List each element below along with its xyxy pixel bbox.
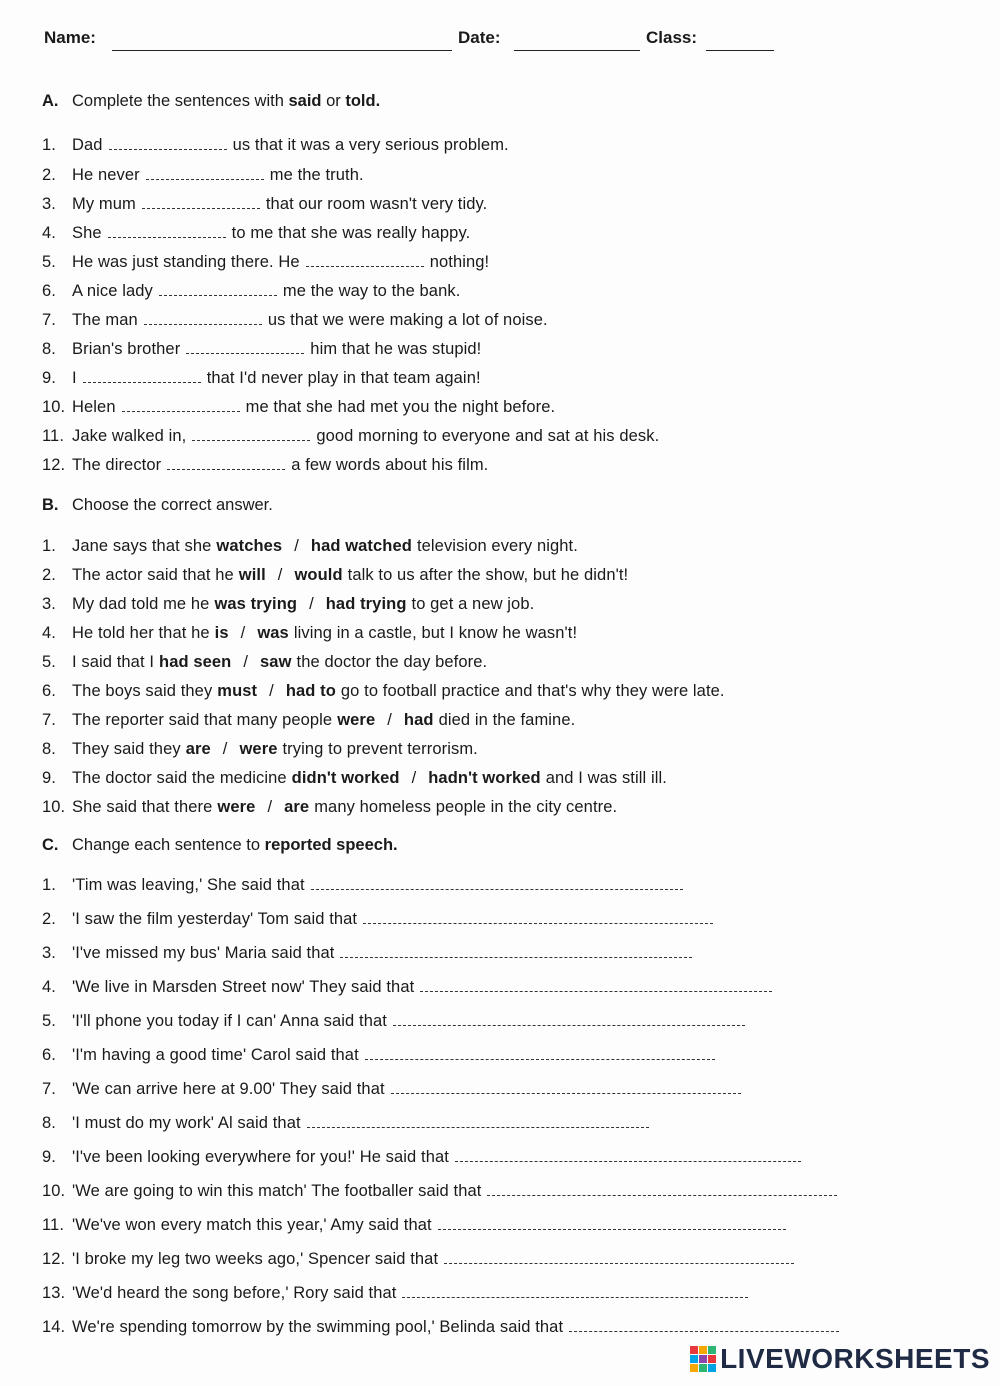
item-text-before: He told her that he bbox=[72, 624, 210, 642]
answer-blank[interactable] bbox=[144, 312, 262, 325]
item-number: 1. bbox=[42, 876, 56, 894]
section-a-item bbox=[42, 195, 487, 214]
option-separator: / bbox=[267, 798, 273, 816]
item-text-after: trying to prevent terrorism. bbox=[282, 740, 478, 758]
item-number: 1. bbox=[42, 537, 56, 555]
name-label: Name: bbox=[44, 28, 96, 47]
section-c-item bbox=[42, 1182, 843, 1201]
item-text-before: My mum bbox=[72, 195, 136, 213]
item-prompt: 'I broke my leg two weeks ago,' Spencer said that bbox=[72, 1250, 439, 1268]
logo-square bbox=[708, 1346, 716, 1354]
date-label: Date: bbox=[458, 28, 501, 47]
option-1[interactable]: were bbox=[337, 711, 376, 729]
answer-blank[interactable] bbox=[306, 254, 424, 267]
item-text-after: many homeless people in the city centre. bbox=[314, 798, 618, 816]
item-text-after: good morning to everyone and sat at his desk. bbox=[316, 427, 660, 445]
answer-line[interactable] bbox=[363, 911, 713, 924]
section-c-title: C. Change each sentence to reported speech. bbox=[42, 836, 398, 854]
option-2[interactable]: had bbox=[403, 711, 434, 729]
section-a-item bbox=[42, 136, 509, 155]
name-field[interactable] bbox=[112, 50, 452, 51]
answer-line[interactable] bbox=[420, 979, 772, 992]
option-2[interactable]: would bbox=[294, 566, 343, 584]
section-a-item bbox=[42, 282, 460, 301]
item-number: 4. bbox=[42, 978, 56, 996]
item-number: 2. bbox=[42, 910, 56, 928]
option-1[interactable]: is bbox=[214, 624, 229, 642]
logo-square bbox=[708, 1355, 716, 1363]
answer-line[interactable] bbox=[455, 1149, 801, 1162]
item-prompt: 'I saw the film yesterday' Tom said that bbox=[72, 910, 358, 928]
item-text-before: The director bbox=[72, 456, 162, 474]
option-separator: / bbox=[277, 566, 283, 584]
item-text-before: He was just standing there. He bbox=[72, 253, 300, 271]
item-text-before: I bbox=[72, 369, 77, 387]
logo-square bbox=[699, 1346, 707, 1354]
item-number: 12. bbox=[42, 1250, 66, 1268]
answer-line[interactable] bbox=[402, 1285, 748, 1298]
item-number: 2. bbox=[42, 566, 56, 584]
item-number: 1. bbox=[42, 136, 56, 154]
class-label: Class: bbox=[646, 28, 698, 47]
section-c-item bbox=[42, 1148, 807, 1167]
answer-line[interactable] bbox=[393, 1013, 745, 1026]
option-separator: / bbox=[243, 653, 249, 671]
item-text-before: My dad told me he bbox=[72, 595, 210, 613]
item-text-after: me the truth. bbox=[269, 166, 364, 184]
item-number: 6. bbox=[42, 682, 56, 700]
section-c-item bbox=[42, 1318, 845, 1337]
item-prompt: 'I'll phone you today if I can' Anna said that bbox=[72, 1012, 387, 1030]
section-c-item bbox=[42, 1080, 747, 1099]
item-number: 7. bbox=[42, 711, 56, 729]
item-text-before: The reporter said that many people bbox=[72, 711, 333, 729]
item-text-after: to get a new job. bbox=[411, 595, 535, 613]
item-text-after: and I was still ill. bbox=[545, 769, 667, 787]
option-1[interactable]: were bbox=[217, 798, 256, 816]
section-b-item bbox=[42, 624, 577, 643]
item-text-after: me the way to the bank. bbox=[282, 282, 461, 300]
section-a-item bbox=[42, 224, 470, 243]
option-2[interactable]: was bbox=[257, 624, 289, 642]
answer-blank[interactable] bbox=[109, 137, 227, 150]
item-text-before: A nice lady bbox=[72, 282, 153, 300]
logo-square bbox=[699, 1364, 707, 1372]
item-number: 2. bbox=[42, 166, 56, 184]
option-2[interactable]: had to bbox=[285, 682, 336, 700]
item-number: 5. bbox=[42, 253, 56, 271]
answer-blank[interactable] bbox=[192, 428, 310, 441]
answer-line[interactable] bbox=[307, 1115, 649, 1128]
logo-square bbox=[699, 1355, 707, 1363]
answer-line[interactable] bbox=[438, 1217, 786, 1230]
item-prompt: 'I've missed my bus' Maria said that bbox=[72, 944, 335, 962]
item-text-before: Dad bbox=[72, 136, 103, 154]
item-prompt: 'We can arrive here at 9.00' They said that bbox=[72, 1080, 385, 1098]
section-c-item bbox=[42, 876, 689, 895]
item-number: 3. bbox=[42, 195, 56, 213]
item-text-after: go to football practice and that's why they were late. bbox=[340, 682, 725, 700]
item-text-after: the doctor the day before. bbox=[296, 653, 488, 671]
answer-blank[interactable] bbox=[142, 196, 260, 209]
section-b-item bbox=[42, 682, 725, 701]
logo-square bbox=[690, 1364, 698, 1372]
item-number: 13. bbox=[42, 1284, 66, 1302]
answer-blank[interactable] bbox=[186, 341, 304, 354]
section-b-item bbox=[42, 653, 487, 672]
item-number: 9. bbox=[42, 769, 56, 787]
item-number: 4. bbox=[42, 624, 56, 642]
option-1[interactable]: didn't worked bbox=[291, 769, 400, 787]
item-number: 6. bbox=[42, 282, 56, 300]
section-b-item bbox=[42, 711, 575, 730]
answer-blank[interactable] bbox=[167, 457, 285, 470]
option-1[interactable]: was trying bbox=[214, 595, 298, 613]
logo-grid-icon bbox=[690, 1346, 716, 1372]
item-number: 6. bbox=[42, 1046, 56, 1064]
answer-blank[interactable] bbox=[159, 283, 277, 296]
option-separator: / bbox=[387, 711, 392, 729]
option-1[interactable]: are bbox=[185, 740, 211, 758]
logo-square bbox=[708, 1364, 716, 1372]
answer-blank[interactable] bbox=[146, 167, 264, 180]
answer-blank[interactable] bbox=[108, 225, 226, 238]
item-number: 12. bbox=[42, 456, 66, 474]
item-text-before: Brian's brother bbox=[72, 340, 181, 358]
section-c-item bbox=[42, 1114, 655, 1133]
item-number: 11. bbox=[42, 427, 65, 445]
answer-line[interactable] bbox=[340, 945, 692, 958]
item-text-after: died in the famine. bbox=[438, 711, 576, 729]
option-separator: / bbox=[240, 624, 246, 642]
option-2[interactable]: were bbox=[239, 740, 278, 758]
item-number: 4. bbox=[42, 224, 56, 242]
item-text-after: that our room wasn't very tidy. bbox=[265, 195, 488, 213]
item-text-before: They said they bbox=[72, 740, 181, 758]
item-number: 11. bbox=[42, 1216, 65, 1234]
section-a-item bbox=[42, 311, 548, 330]
answer-line[interactable] bbox=[487, 1183, 837, 1196]
section-c-item bbox=[42, 1046, 721, 1065]
section-c-item bbox=[42, 944, 698, 963]
section-b-title: B. Choose the correct answer. bbox=[42, 496, 273, 514]
item-number: 3. bbox=[42, 944, 56, 962]
section-a-item bbox=[42, 456, 488, 475]
option-1[interactable]: must bbox=[217, 682, 258, 700]
section-a-item bbox=[42, 253, 489, 272]
date-field[interactable] bbox=[514, 50, 640, 51]
item-text-after: talk to us after the show, but he didn't! bbox=[347, 566, 629, 584]
item-number: 7. bbox=[42, 311, 56, 329]
section-a-item bbox=[42, 398, 555, 417]
item-prompt: We're spending tomorrow by the swimming pool,' Belinda said that bbox=[72, 1318, 564, 1336]
item-text-after: nothing! bbox=[429, 253, 490, 271]
option-1[interactable]: will bbox=[238, 566, 266, 584]
item-text-before: The man bbox=[72, 311, 138, 329]
option-1[interactable]: had seen bbox=[159, 653, 232, 671]
item-text-before: He never bbox=[72, 166, 140, 184]
section-b-item bbox=[42, 740, 478, 759]
answer-line[interactable] bbox=[311, 877, 683, 890]
item-prompt: 'We live in Marsden Street now' They said that bbox=[72, 978, 415, 996]
section-c-item bbox=[42, 1250, 800, 1269]
section-b-item bbox=[42, 769, 667, 788]
item-text-after: a few words about his film. bbox=[291, 456, 489, 474]
section-c-item bbox=[42, 1012, 751, 1031]
item-text-after: us that we were making a lot of noise. bbox=[267, 311, 548, 329]
section-c-item bbox=[42, 1216, 792, 1235]
item-text-after: me that she had met you the night before. bbox=[245, 398, 556, 416]
item-number: 7. bbox=[42, 1080, 56, 1098]
answer-line[interactable] bbox=[569, 1319, 839, 1332]
item-number: 8. bbox=[42, 340, 56, 358]
item-number: 14. bbox=[42, 1318, 66, 1336]
section-a-item bbox=[42, 369, 481, 388]
section-c-item bbox=[42, 978, 778, 997]
item-text-before: I said that I bbox=[72, 653, 155, 671]
option-separator: / bbox=[269, 682, 274, 700]
answer-line[interactable] bbox=[365, 1047, 715, 1060]
item-prompt: 'We've won every match this year,' Amy said that bbox=[72, 1216, 432, 1234]
item-text-before: She said that there bbox=[72, 798, 213, 816]
item-number: 5. bbox=[42, 1012, 56, 1030]
item-number: 9. bbox=[42, 1148, 56, 1166]
item-number: 9. bbox=[42, 369, 56, 387]
item-text-after: to me that she was really happy. bbox=[231, 224, 471, 242]
item-text-before: The doctor said the medicine bbox=[72, 769, 287, 787]
answer-line[interactable] bbox=[391, 1081, 741, 1094]
item-number: 8. bbox=[42, 740, 56, 758]
logo-square bbox=[690, 1346, 698, 1354]
item-text-before: Jane says that she bbox=[72, 537, 212, 555]
section-a-item bbox=[42, 166, 364, 185]
item-number: 8. bbox=[42, 1114, 56, 1132]
item-text-after: us that it was a very serious problem. bbox=[232, 136, 509, 154]
logo-square bbox=[690, 1355, 698, 1363]
option-separator: / bbox=[222, 740, 228, 758]
class-field[interactable] bbox=[706, 50, 774, 51]
section-a-title: A. Complete the sentences with said or told. bbox=[42, 92, 381, 110]
section-b-item bbox=[42, 566, 628, 585]
section-b-item bbox=[42, 537, 578, 556]
item-number: 10. bbox=[42, 798, 66, 816]
item-text-after: television every night. bbox=[416, 537, 578, 555]
item-text-after: him that he was stupid! bbox=[310, 340, 482, 358]
item-prompt: 'I must do my work' Al said that bbox=[72, 1114, 301, 1132]
item-number: 10. bbox=[42, 1182, 66, 1200]
option-2[interactable]: had watched bbox=[310, 537, 412, 555]
item-text-before: She bbox=[72, 224, 102, 242]
answer-blank[interactable] bbox=[122, 399, 240, 412]
section-b-item bbox=[42, 595, 534, 614]
option-2[interactable]: are bbox=[284, 798, 310, 816]
section-c-item bbox=[42, 1284, 754, 1303]
section-a-item bbox=[42, 427, 659, 446]
worksheet-header bbox=[44, 28, 804, 58]
option-separator: / bbox=[294, 537, 299, 555]
option-2[interactable]: hadn't worked bbox=[428, 769, 541, 787]
item-number: 3. bbox=[42, 595, 56, 613]
item-text-before: The actor said that he bbox=[72, 566, 234, 584]
item-number: 10. bbox=[42, 398, 66, 416]
option-2[interactable]: had trying bbox=[325, 595, 407, 613]
option-1[interactable]: watches bbox=[216, 537, 283, 555]
item-text-before: The boys said they bbox=[72, 682, 213, 700]
item-text-after: that I'd never play in that team again! bbox=[206, 369, 481, 387]
section-c-item bbox=[42, 910, 719, 929]
item-text-before: Helen bbox=[72, 398, 116, 416]
option-separator: / bbox=[411, 769, 417, 787]
item-prompt: 'We'd heard the song before,' Rory said that bbox=[72, 1284, 397, 1302]
section-a-item bbox=[42, 340, 481, 359]
item-number: 5. bbox=[42, 653, 56, 671]
liveworksheets-logo bbox=[690, 1342, 990, 1376]
item-text-before: Jake walked in, bbox=[72, 427, 187, 445]
option-2[interactable]: saw bbox=[260, 653, 292, 671]
option-separator: / bbox=[309, 595, 314, 613]
item-text-after: living in a castle, but I know he wasn't! bbox=[293, 624, 578, 642]
item-prompt: 'I've been looking everywhere for you!' He said that bbox=[72, 1148, 449, 1166]
item-prompt: 'We are going to win this match' The footballer said that bbox=[72, 1182, 482, 1200]
answer-blank[interactable] bbox=[83, 370, 201, 383]
section-b-item bbox=[42, 798, 617, 817]
item-prompt: 'Tim was leaving,' She said that bbox=[72, 876, 305, 894]
item-prompt: 'I'm having a good time' Carol said that bbox=[72, 1046, 359, 1064]
logo-text: LIVEWORKSHEETS bbox=[720, 1343, 990, 1374]
answer-line[interactable] bbox=[444, 1251, 794, 1264]
